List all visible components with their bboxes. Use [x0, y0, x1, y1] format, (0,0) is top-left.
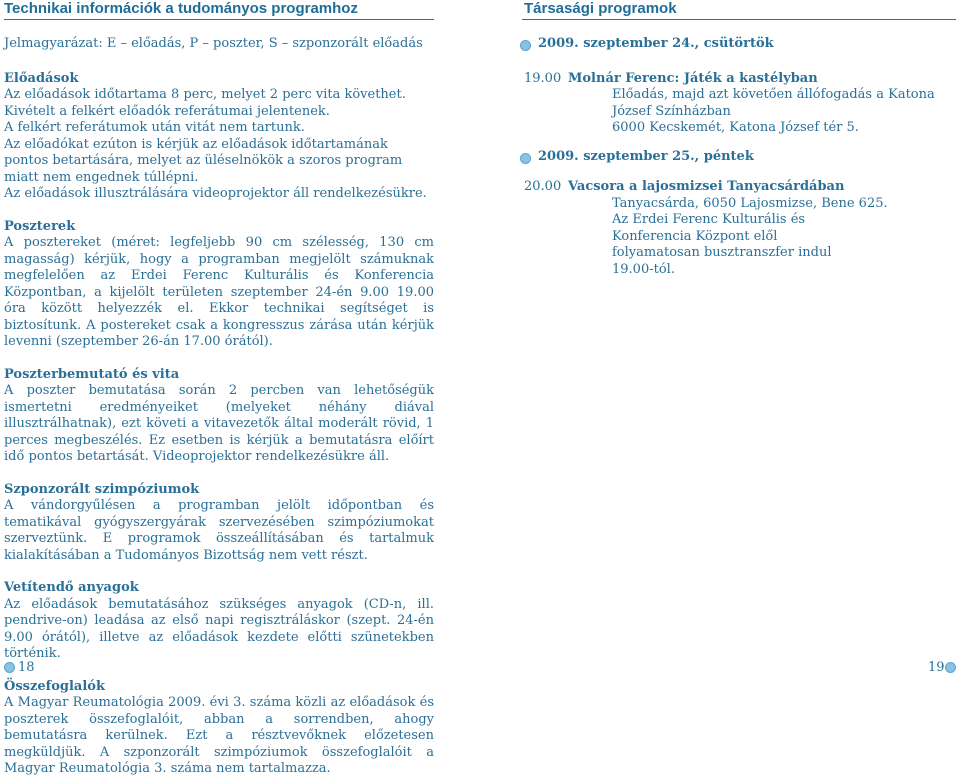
event-item [524, 179, 940, 196]
paragraph: Az előadókat ezúton is kérjük az előadások időtartamának pontos betartására, melyet az üléselnökök a szoros program miatt nem engednek túllépni. [4, 136, 403, 185]
section-title: Előadások [4, 70, 79, 86]
right-page-heading: Társasági programok [524, 0, 677, 17]
event-date: 2009. szeptember 25., péntek [538, 148, 754, 164]
paragraph: A vándorgyűlésen a programban jelölt időpontban és tematikával gyógyszergyárak szervezésében szimpóziumokat szerveztünk. E programok összeállításában és tartalmuk kialakításában a Tudományos Bizottság nem vett részt. [4, 498, 434, 563]
event-item [524, 70, 940, 88]
paragraph: A poszter bemutatása során 2 percben van lehetőségük ismertetni eredményeiket (melyeket néhány diával illusztrálhatnak), ezt követi a vitavezetők által moderált rövid, 1 perces megbeszélés. Ez esetben is kérjük a bemutatásra előírt idő pontos betartását. Videoprojektor rendelkezésükre áll. [4, 383, 434, 464]
event-time: 20.00 [524, 179, 562, 194]
left-page-number: 18 [18, 660, 35, 675]
section-title: Poszterek [4, 218, 76, 234]
section-title: Vetítendő anyagok [4, 580, 139, 595]
paragraph: A posztereket (méret: legfeljebb 90 cm szélesség, 130 cm magasság) kérjük, hogy a programban megjelölt számuknak megfelelően az Erdei Ferenc Kulturális és Konferencia Központban, a kijelölt területen szeptember 24-én 9.00 19.00 óra között helyezzék el. Ekkor technikai segítséget is biztosítunk. A postereket csak a kongresszus zárása után kérjük levenni (szeptember 26-án 17.00 órától). [4, 235, 434, 349]
left-page-heading: Technikai információk a tudományos programhoz [4, 0, 358, 17]
section-szponzoralt [4, 482, 434, 565]
right-page-number: 19 [928, 660, 945, 675]
paragraph: Az előadások időtartama 8 perc, melyet 2 perc vita követhet. Kivételt a felkért előadók referátumai jelentenek. [4, 87, 406, 119]
bullet-icon [520, 40, 531, 51]
paragraph: A felkért referátumok után vitát nem tartunk. [4, 120, 305, 135]
section-poszterbemutato [4, 367, 434, 466]
event-day-heading [520, 36, 940, 53]
section-poszterek [4, 219, 434, 351]
event-name: Vacsora a lajosmizsei Tanyacsárdában [568, 179, 845, 194]
event-date: 2009. szeptember 24., csütörtök [538, 36, 774, 51]
right-column [520, 36, 940, 278]
section-title: Poszterbemutató és vita [4, 366, 180, 382]
event-detail: Tanyacsárda, 6050 Lajosmizse, Bene 625. [612, 195, 888, 211]
page-bullet-icon [945, 662, 956, 673]
event-detail: Előadás, majd azt követően állófogadás a Katona József Színházban [612, 87, 935, 119]
event-time: 19.00 [524, 70, 562, 86]
section-title: Szponzorált szimpóziumok [4, 481, 200, 497]
section-osszefoglalok [4, 679, 434, 778]
section-title: Összefoglalók [4, 678, 105, 694]
event-day-heading [520, 149, 940, 166]
event-name: Molnár Ferenc: Játék a kastélyban [568, 70, 818, 86]
event-detail: 6000 Kecskemét, Katona József tér 5. [612, 120, 859, 135]
legend-text: Jelmagyarázat: E – előadás, P – poszter, S – szponzorált előadás [4, 36, 423, 51]
event-detail: Az Erdei Ferenc Kulturális és Konferencia Központ elől folyamatosan busztranszfer indul 19.00-tól. [612, 212, 832, 277]
paragraph: A Magyar Reumatológia 2009. évi 3. száma közli az előadások és poszterek összefoglalóit, abban a sorrendben, ahogy bemutatásra kerülnek. Ezt a résztvevőknek előzetesen megküldjük. A szponzorált szimpóziumok összefoglalóit a Magyar Reumatológia 3. száma nem tartalmazza. [4, 695, 434, 776]
page-bullet-icon [4, 662, 15, 673]
paragraph: Az előadások illusztrálására videoprojektor áll rendelkezésükre. [4, 186, 427, 201]
left-column [4, 36, 434, 778]
paragraph: Az előadások bemutatásához szükséges anyagok (CD-n, ill. pendrive-on) leadása az első napi regisztráláskor (szept. 24-én 9.00 órától), illetve az előadások kezdete előtti szünetekben történik. [4, 596, 434, 661]
section-vetitendo [4, 580, 434, 663]
bullet-icon [520, 153, 531, 164]
left-heading-rule [4, 19, 434, 20]
section-eloadasok [4, 71, 434, 203]
right-heading-rule [522, 19, 956, 20]
